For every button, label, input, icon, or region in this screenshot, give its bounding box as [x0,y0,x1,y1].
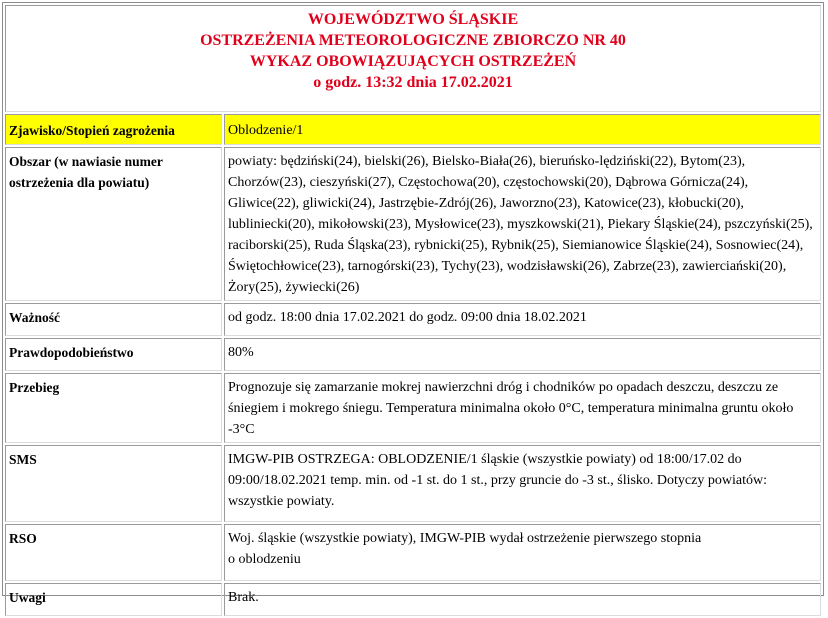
rso-value-line1: Woj. śląskie (wszystkie powiaty), IMGW-PIB wydał ostrzeżenie pierwszego stopnia [228,531,702,546]
warning-table [3,3,823,618]
table-row [5,114,821,145]
notes-value: Brak. [224,583,821,616]
probability-value: 80% [224,338,821,371]
phenomenon-value: Oblodzenie/1 [224,114,821,145]
area-value: powiaty: będziński(24), bielski(26), Bielsko-Biała(26), bieruńsko-lędziński(22), Bytom(23), Chorzów(23), cieszyński(27), Częstochowa(20), częstochowski(20), Dąbrowa Górnicza(24), Gliwice(22), gliwicki(24), Jastrzębie-Zdrój(26), Jaworzno(23), Katowice(23), kłobucki(20), lubliniecki(20), mikołowski(23), Mysłowice(23), myszkowski(21), Piekary Śląskie(24), pszczyński(25), raciborski(25), Ruda Śląska(23), rybnicki(25), Rybnik(25), Siemianowice Śląskie(24), Sosnowiec(24), Świętochłowice(23), tarnogórski(23), Tychy(23), wodzisławski(26), Zabrze(23), zawierciański(20), Żory(25), żywiecki(26) [224,147,821,301]
probability-label: Prawdopodobieństwo [5,338,222,371]
rso-value-line2: o oblodzeniu [228,552,301,567]
header-region: WOJEWÓDZTWO ŚLĄSKIE [307,11,519,28]
validity-label: Ważność [5,303,222,336]
table-row [5,373,821,443]
table-row [5,583,821,616]
course-label: Przebieg [5,373,222,443]
notes-label: Uwagi [5,583,222,616]
header-bulletin-number: OSTRZEŻENIA METEOROLOGICZNE ZBIORCZO NR 40 [200,32,626,49]
warning-header [5,5,821,112]
rso-label: RSO [5,524,222,581]
table-header-row [5,5,821,112]
table-row [5,303,821,336]
warning-table-frame [2,2,824,605]
table-row [5,338,821,371]
header-list-title: WYKAZ OBOWIĄZUJĄCYCH OSTRZEŻEŃ [249,53,577,70]
area-label: Obszar (w nawiasie numer ostrzeżenia dla powiatu) [5,147,222,301]
phenomenon-label: Zjawisko/Stopień zagrożenia [5,114,222,145]
sms-label: SMS [5,445,222,522]
validity-value: od godz. 18:00 dnia 17.02.2021 do godz. 09:00 dnia 18.02.2021 [224,303,821,336]
header-timestamp: o godz. 13:32 dnia 17.02.2021 [313,74,513,91]
table-row [5,445,821,522]
table-row [5,524,821,581]
table-row [5,147,821,301]
rso-value [224,524,821,581]
sms-value: IMGW-PIB OSTRZEGA: OBLODZENIE/1 śląskie (wszystkie powiaty) od 18:00/17.02 do 09:00/18.02.2021 temp. min. od -1 st. do 1 st., przy gruncie do -3 st., ślisko. Dotyczy powiatów: wszystkie powiaty. [224,445,821,522]
course-value: Prognozuje się zamarzanie mokrej nawierzchni dróg i chodników po opadach deszczu, deszczu ze śniegiem i mokrego śniegu. Temperatura minimalna około 0°C, temperatura minimalna gruntu około -3°C [224,373,821,443]
